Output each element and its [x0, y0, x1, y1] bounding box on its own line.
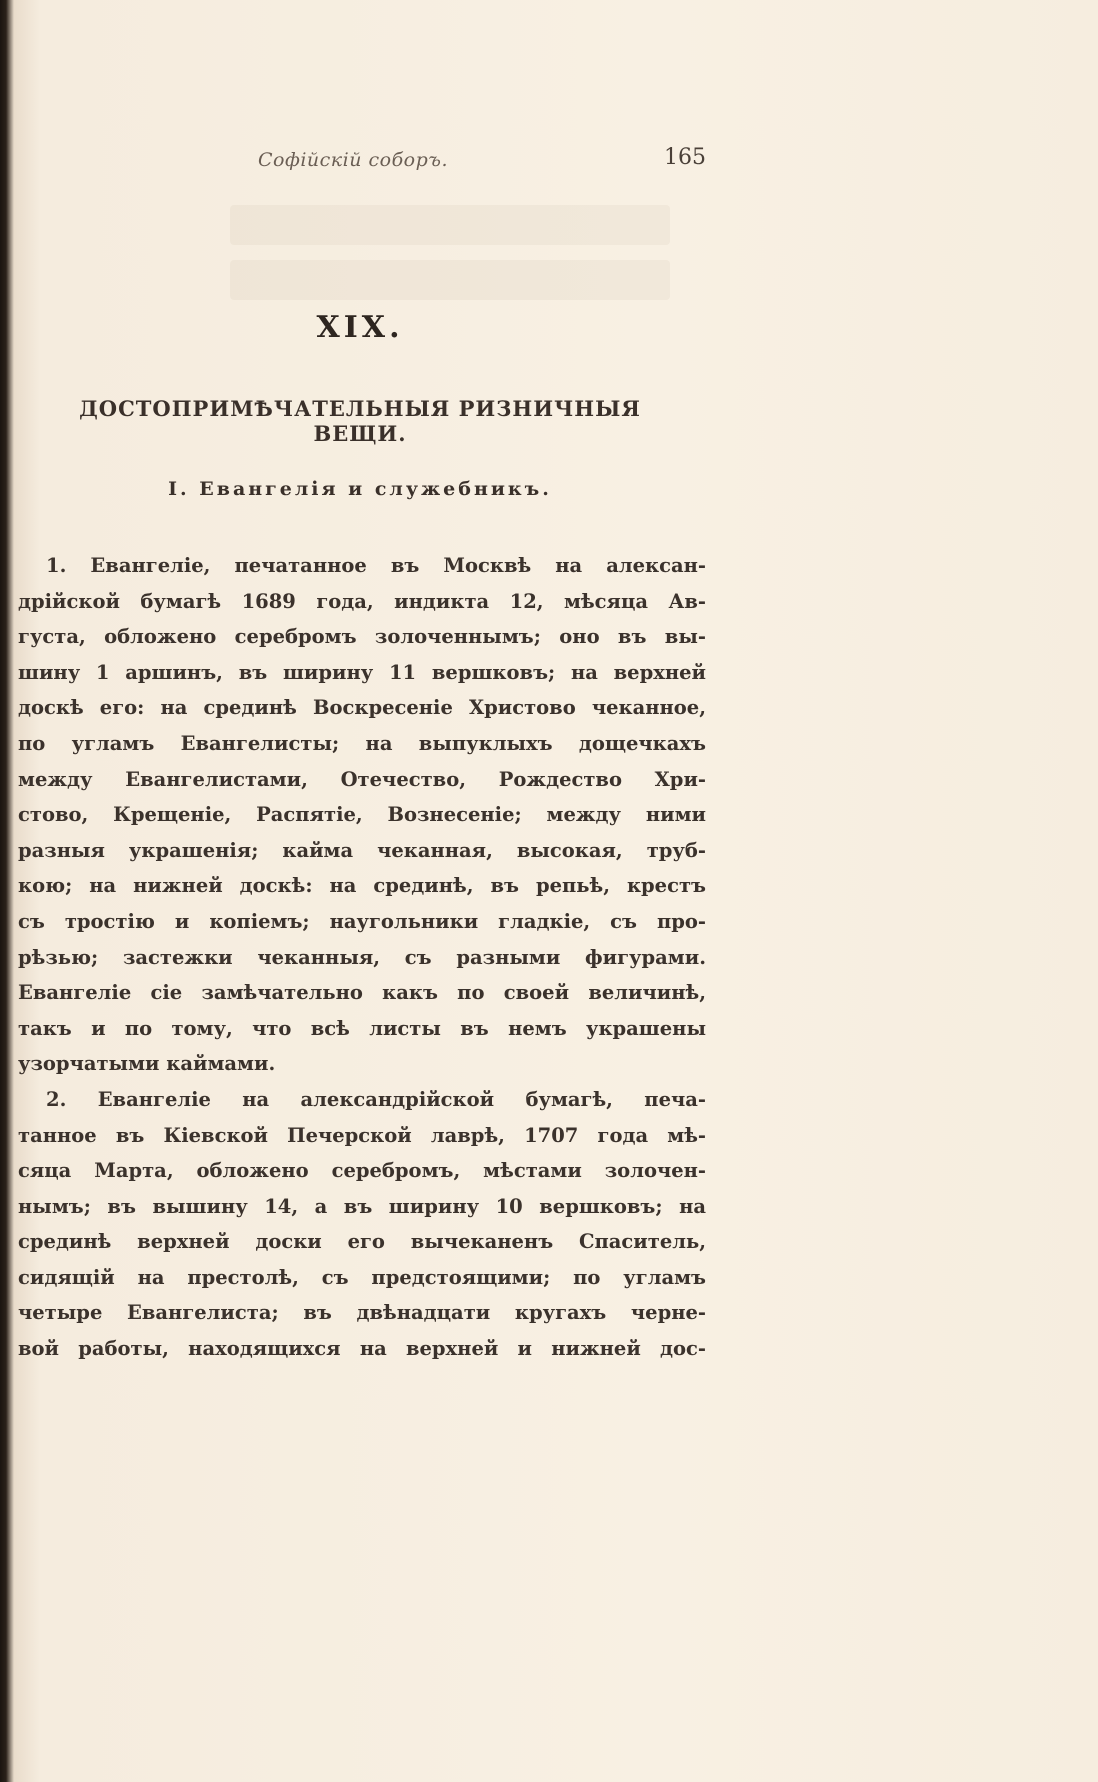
text-line: срединѣ верхней доски его вычеканенъ Спаситель,: [18, 1230, 706, 1254]
text-line: сидящій на престолѣ, съ предстоящими; по угламъ: [18, 1265, 706, 1289]
running-header: [0, 145, 1098, 181]
text-line: такъ и по тому, что всѣ листы въ немъ украшены: [18, 1016, 706, 1040]
text-line: сяца Марта, обложено серебромъ, мѣстами золочен-: [18, 1159, 706, 1183]
body-text: [18, 548, 706, 1367]
running-title: Софійскій соборъ.: [258, 149, 448, 171]
text-line: четыре Евангелиста; въ двѣнадцати кругахъ черне-: [18, 1301, 706, 1325]
text-line: разныя украшенія; кайма чеканная, высокая, труб-: [18, 838, 706, 862]
text-line: танное въ Кіевской Печерской лаврѣ, 1707 года мѣ-: [18, 1123, 706, 1147]
text-line: кою; на нижней доскѣ: на срединѣ, въ репьѣ, крестъ: [18, 874, 706, 898]
text-line: узорчатыми каймами.: [18, 1052, 276, 1076]
section-title: I. Евангелія и служебникъ.: [168, 478, 552, 500]
text-line: густа, обложено серебромъ золоченнымъ; оно въ вы-: [18, 625, 706, 649]
text-line: между Евангелистами, Отечество, Рождество Хри-: [18, 767, 706, 791]
text-line: стово, Крещеніе, Распятіе, Вознесеніе; между ними: [18, 803, 706, 827]
text-line: доскѣ его: на срединѣ Воскресеніе Христово чеканное,: [18, 696, 706, 720]
text-line: рѣзью; застежки чеканныя, съ разными фигурами.: [18, 945, 706, 969]
text-line: нымъ; въ вышину 14, а въ ширину 10 вершковъ; на: [18, 1194, 706, 1218]
chapter-number: XIX.: [316, 310, 404, 345]
bleed-through-shadow: [230, 205, 670, 245]
chapter-title: ДОСТОПРИМѢЧАТЕЛЬНЫЯ РИЗНИЧНЫЯ ВЕЩИ.: [79, 396, 641, 446]
text-line: вой работы, находящихся на верхней и нижней дос-: [18, 1337, 706, 1361]
bleed-through-shadow: [230, 260, 670, 300]
text-line: дрійской бумагѣ 1689 года, индикта 12, мѣсяца Ав-: [18, 589, 706, 613]
text-line: 2. Евангеліе на александрійской бумагѣ, печа-: [46, 1087, 706, 1111]
text-line: по угламъ Евангелисты; на выпуклыхъ дощечкахъ: [18, 731, 706, 755]
text-line: шину 1 аршинъ, въ ширину 11 вершковъ; на верхней: [18, 660, 706, 684]
text-line: 1. Евангеліе, печатанное въ Москвѣ на алексан-: [46, 554, 706, 577]
text-line: Евангеліе сіе замѣчательно какъ по своей величинѣ,: [18, 981, 706, 1005]
page-number: 165: [664, 145, 706, 170]
text-line: съ тростію и копіемъ; наугольники гладкіе, съ про-: [18, 909, 706, 933]
